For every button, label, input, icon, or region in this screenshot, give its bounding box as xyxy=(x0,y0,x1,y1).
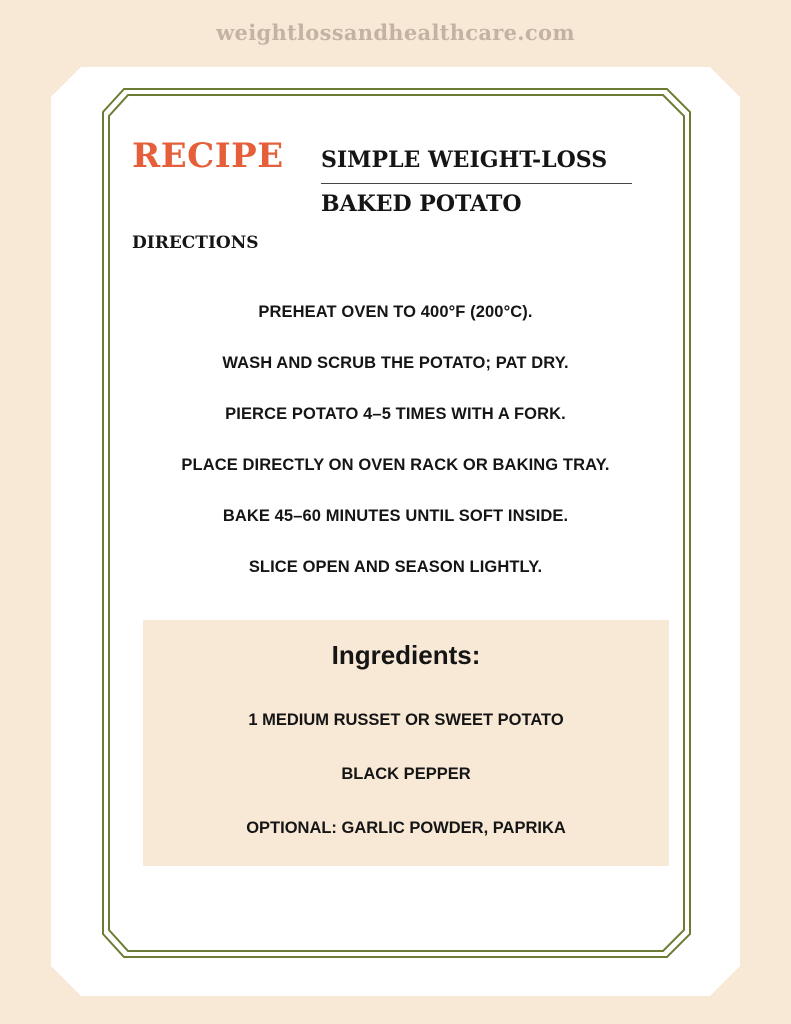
direction-step: PLACE DIRECTLY ON OVEN RACK OR BAKING TRAY. xyxy=(181,456,610,474)
recipe-title-line1: SIMPLE WEIGHT-LOSS xyxy=(321,147,608,173)
site-domain: weightlossandhealthcare.com xyxy=(216,20,575,45)
direction-step: SLICE OPEN AND SEASON LIGHTLY. xyxy=(248,558,543,576)
directions-heading: DIRECTIONS xyxy=(132,233,259,253)
ingredients-panel xyxy=(143,620,669,866)
direction-step: WASH AND SCRUB THE POTATO; PAT DRY. xyxy=(222,354,569,372)
title-divider xyxy=(321,183,632,184)
direction-step: PREHEAT OVEN TO 400°F (200°C). xyxy=(258,303,533,321)
ingredients-list xyxy=(143,708,669,870)
direction-step: PIERCE POTATO 4–5 TIMES WITH A FORK. xyxy=(225,405,566,423)
ingredient-item: 1 MEDIUM RUSSET OR SWEET POTATO xyxy=(248,711,564,729)
ingredients-heading: Ingredients: xyxy=(331,640,481,670)
ingredient-item: BLACK PEPPER xyxy=(341,765,471,783)
recipe-label: RECIPE xyxy=(132,136,284,176)
directions-list xyxy=(110,300,681,606)
recipe-title-line2: BAKED POTATO xyxy=(321,191,522,217)
direction-step: BAKE 45–60 MINUTES UNTIL SOFT INSIDE. xyxy=(222,507,569,525)
ingredient-item: OPTIONAL: GARLIC POWDER, PAPRIKA xyxy=(246,819,566,837)
